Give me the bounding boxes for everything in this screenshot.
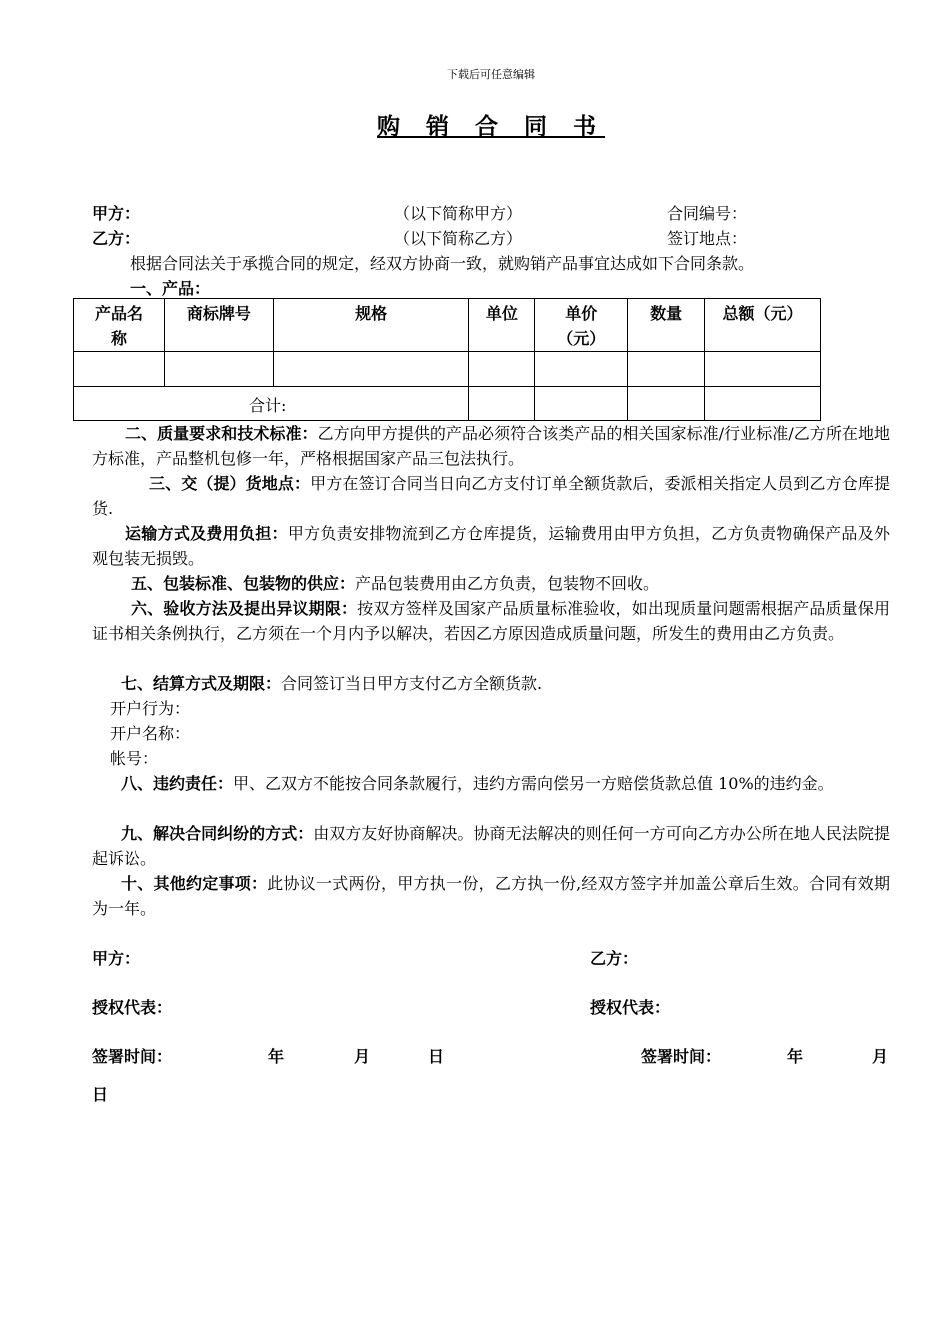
- month-b: 月: [872, 1047, 889, 1066]
- day-a: 日: [428, 1047, 445, 1066]
- clause-10-text: 此协议一式两份，甲方执一份，乙方执一份,经双方签字并加盖公章后生效。合同有效期为一年。: [92, 874, 890, 918]
- intro-text: 根据合同法关于承揽合同的规定，经双方协商一致，就购销产品事宜达成如下合同条款。: [130, 254, 755, 273]
- year-b: 年: [787, 1047, 804, 1066]
- rep-b-label: 授权代表：: [590, 998, 671, 1017]
- clause-6-text: 按双方签样及国家产品质量标准验收，如出现质量问题需根据产品质量保用证书相关条例执行，乙方须在一个月内予以解决，若因乙方原因造成质量问题，所发生的费用由乙方负责。: [92, 599, 890, 643]
- col-header-total: 总额（元）: [705, 299, 821, 352]
- clause-3: [92, 471, 890, 521]
- clause-9-title: 九、解决合同纠纷的方式：: [121, 824, 314, 843]
- clause-6: [92, 596, 890, 646]
- clause-9: [92, 821, 890, 871]
- clause-5: [92, 571, 890, 596]
- table-cell: [705, 387, 821, 421]
- table-cell: [74, 352, 165, 387]
- table-cell: [273, 352, 469, 387]
- sign-party-a: 甲方：: [92, 949, 141, 968]
- account-name-label: 开户名称：: [110, 724, 191, 743]
- col-header-quantity: 数量: [628, 299, 705, 352]
- clause-10-title: 十、其他约定事项：: [121, 874, 268, 893]
- col-header-product-name: 产品名称: [74, 299, 165, 352]
- header-note: 下载后可任意编辑: [447, 68, 535, 81]
- party-b-note: （以下简称乙方）: [394, 229, 523, 248]
- table-cell: [705, 352, 821, 387]
- clause-8: [92, 771, 890, 796]
- month-a: 月: [354, 1047, 371, 1066]
- time-a-label: 签署时间：: [92, 1047, 173, 1066]
- table-cell: [164, 352, 273, 387]
- product-table: [73, 298, 821, 421]
- col-header-brand: 商标牌号: [164, 299, 273, 352]
- table-cell: [469, 352, 535, 387]
- party-b-label: 乙方：: [92, 229, 141, 248]
- day-b: 日: [92, 1085, 109, 1104]
- table-cell: [469, 387, 535, 421]
- table-cell: [628, 387, 705, 421]
- col-header-unit-price: 单价（元）: [535, 299, 628, 352]
- clause-5-title: 五、包装标准、包装物的供应：: [131, 574, 356, 593]
- col-header-unit: 单位: [469, 299, 535, 352]
- time-b-label: 签署时间：: [641, 1047, 722, 1066]
- clause-7-text: 合同签订当日甲方支付乙方全额货款.: [281, 674, 543, 693]
- clause-3-title: 三、交（提）货地点：: [149, 474, 311, 493]
- clause-6-title: 六、验收方法及提出异议期限：: [131, 599, 358, 618]
- sign-party-b: 乙方：: [590, 949, 639, 968]
- clause-2-text: 乙方向甲方提供的产品必须符合该类产品的相关国家标准/行业标准/乙方所在地地方标准，产品整机包修一年，严格根据国家产品三包法执行。: [92, 424, 890, 468]
- clause-4-text: 甲方负责安排物流到乙方仓库提货，运输费用由甲方负担，乙方负责物确保产品及外观包装无损毁。: [92, 524, 890, 568]
- clause-8-text: 甲、乙双方不能按合同条款履行，违约方需向偿另一方赔偿货款总值 10%的违约金。: [233, 774, 834, 793]
- contract-no-label: 合同编号：: [667, 204, 748, 223]
- section-1-title: 一、产品：: [130, 279, 211, 298]
- total-label: 合计:: [74, 387, 469, 421]
- clause-2-title: 二、质量要求和技术标准：: [125, 424, 318, 443]
- table-cell: [535, 387, 628, 421]
- clause-3-text: 甲方在签订合同当日向乙方支付订单全额货款后，委派相关指定人员到乙方仓库提货.: [92, 474, 890, 518]
- clause-7-title: 七、结算方式及期限：: [121, 674, 282, 693]
- clause-4: [92, 521, 890, 571]
- contract-title: 购 销 合 同 书: [376, 113, 606, 140]
- account-no-label: 帐号：: [110, 749, 159, 768]
- bank-label: 开户行为：: [110, 699, 191, 718]
- year-a: 年: [268, 1047, 285, 1066]
- table-header-row: [74, 299, 821, 352]
- clause-2: [92, 421, 890, 471]
- col-header-spec: 规格: [273, 299, 469, 352]
- table-cell: [628, 352, 705, 387]
- sign-place-label: 签订地点：: [667, 229, 748, 248]
- table-total-row: [74, 387, 821, 421]
- rep-a-label: 授权代表：: [92, 998, 173, 1017]
- clause-10: [92, 871, 890, 921]
- clause-7: [92, 671, 890, 696]
- clause-5-text: 产品包装费用由乙方负责，包装物不回收。: [355, 574, 660, 593]
- table-row: [74, 352, 821, 387]
- clause-4-title: 运输方式及费用负担：: [125, 524, 288, 543]
- clause-8-title: 八、违约责任：: [121, 774, 234, 793]
- party-a-note: （以下简称甲方）: [394, 204, 523, 223]
- table-cell: [535, 352, 628, 387]
- clause-9-text: 由双方友好协商解决。协商无法解决的则任何一方可向乙方办公所在地人民法院提起诉讼。: [92, 824, 890, 868]
- party-a-label: 甲方：: [92, 204, 141, 223]
